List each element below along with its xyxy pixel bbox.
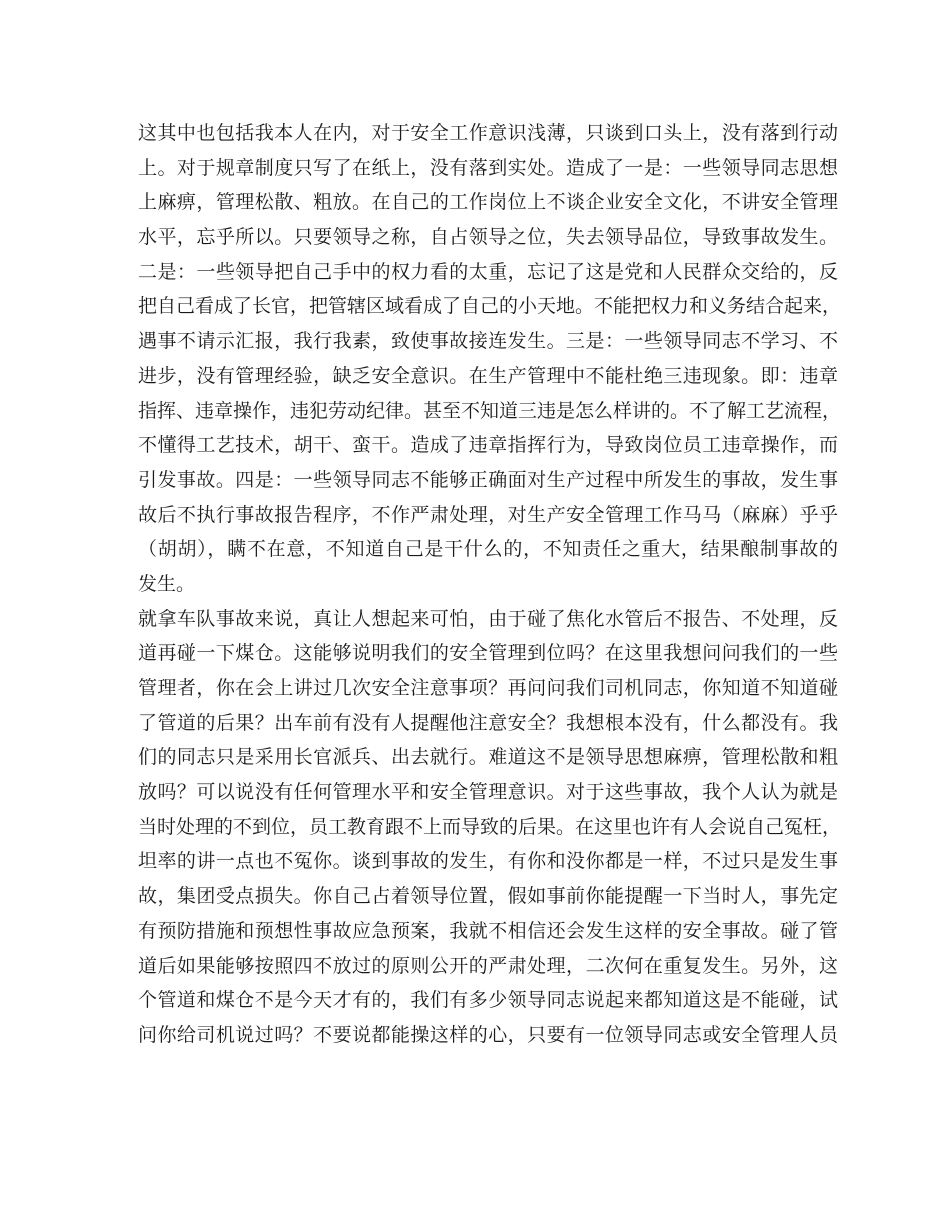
- text-line: 上麻痹，管理松散、粗放。在自己的工作岗位上不谈企业安全文化，不讲安全管理: [138, 191, 838, 214]
- text-line: 遇事不请示汇报，我行我素，致使事故接连发生。三是：一些领导同志不学习、不: [138, 330, 838, 353]
- text-line: 了管道的后果？出车前有没有人提醒他注意安全？我想根本没有，什么都没有。我: [138, 711, 838, 734]
- text-line: 二是：一些领导把自己手中的权力看的太重，忘记了这是党和人民群众交给的，反: [138, 260, 838, 283]
- body-text: [138, 116, 842, 1053]
- text-line: 故后不执行事故报告程序，不作严肃处理，对生产安全管理工作马马（麻麻）乎乎: [138, 503, 838, 526]
- text-line: 放吗？可以说没有任何管理水平和安全管理意识。对于这些事故，我个人认为就是: [138, 781, 838, 804]
- text-line: 指挥、违章操作，违犯劳动纪律。甚至不知道三违是怎么样讲的。不了解工艺流程，: [138, 399, 842, 422]
- text-line: 管理者，你在会上讲过几次安全注意事项？再问问我们司机同志，你知道不知道碰: [138, 677, 838, 699]
- text-line: 道后如果能够按照四不放过的原则公开的严肃处理，二次何在重复发生。另外，这: [138, 954, 838, 977]
- text-line: 问你给司机说过吗？不要说都能操这样的心，只要有一位领导同志或安全管理人员: [138, 1023, 838, 1046]
- text-line: 上。对于规章制度只写了在纸上，没有落到实处。造成了一是：一些领导同志思想: [138, 156, 838, 179]
- text-line: 个管道和煤仓不是今天才有的，我们有多少领导同志说起来都知道这是不能碰，试: [138, 989, 838, 1012]
- text-line: （胡胡），瞒不在意，不知道自己是干什么的，不知责任之重大，结果酿制事故的: [138, 538, 838, 561]
- text-line: 把自己看成了长官，把管辖区域看成了自己的小天地。不能把权力和义务结合起来，: [138, 295, 842, 318]
- text-line: 故，集团受点损失。你自己占着领导位置，假如事前你能提醒一下当时人，事先定: [138, 885, 838, 908]
- text-line: 道再碰一下煤仓。这能够说明我们的安全管理到位吗？在这里我想问问我们的一些: [138, 642, 838, 665]
- text-line: 这其中也包括我本人在内，对于安全工作意识浅薄，只谈到口头上，没有落到行动: [138, 122, 838, 144]
- text-line: 就拿车队事故来说，真让人想起来可怕，由于碰了焦化水管后不报告、不处理，反: [138, 607, 838, 630]
- text-line: 坦率的讲一点也不冤你。谈到事故的发生，有你和没你都是一样，不过只是发生事: [138, 850, 838, 873]
- text-line: 们的同志只是采用长官派兵、出去就行。难道这不是领导思想麻痹，管理松散和粗: [138, 746, 838, 769]
- text-line: 当时处理的不到位，员工教育跟不上而导致的后果。在这里也许有人会说自己冤枉，: [138, 815, 842, 838]
- text-line: 有预防措施和预想性事故应急预案，我就不相信还会发生这样的安全事故。碰了管: [138, 919, 838, 942]
- text-line: 水平，忘乎所以。只要领导之称，自占领导之位，失去领导品位，导致事故发生。: [138, 226, 838, 249]
- text-line: 不懂得工艺技术，胡干、蛮干。造成了违章指挥行为，导致岗位员工违章操作，而: [138, 434, 838, 457]
- text-line: 进步，没有管理经验，缺乏安全意识。在生产管理中不能杜绝三违现象。即：违章: [138, 364, 838, 387]
- text-line: 发生。: [138, 572, 196, 595]
- text-line: 引发事故。四是：一些领导同志不能够正确面对生产过程中所发生的事故，发生事: [138, 468, 838, 491]
